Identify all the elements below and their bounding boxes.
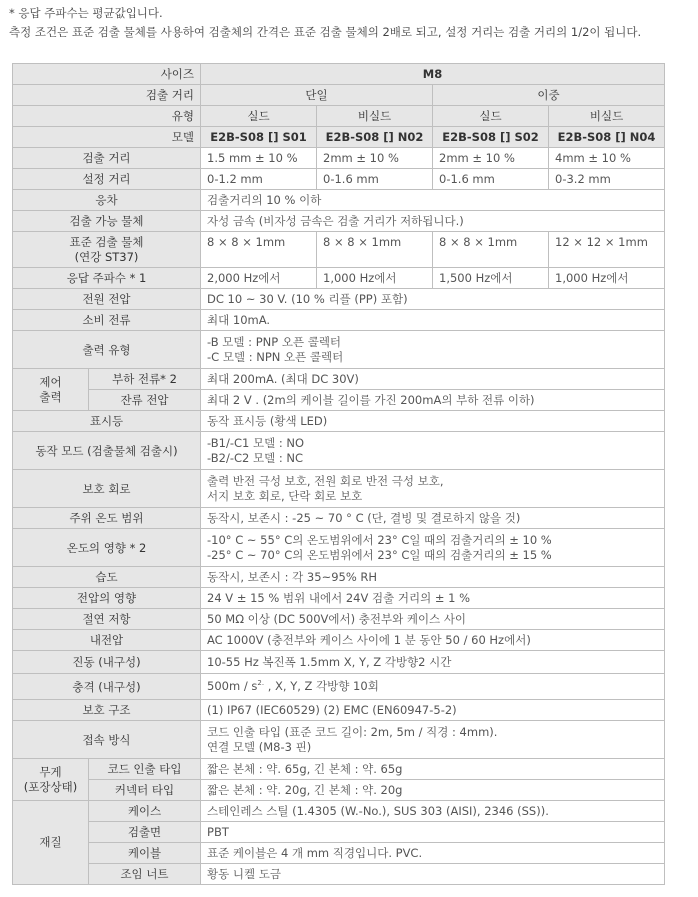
- shock-label: 충격 (내구성): [13, 674, 201, 700]
- standard-object-label-line2: (연강 ST37): [74, 249, 139, 264]
- dielectric-strength-value: AC 1000V (충전부와 케이스 사이에 1 분 동안 50 / 60 Hz에서): [201, 630, 665, 651]
- setting-distance-1: 0-1.2 mm: [201, 169, 317, 190]
- row-sensing-distance: [13, 148, 665, 169]
- type-unshielded-single: 비실드: [317, 106, 433, 127]
- residual-voltage-label: 잔류 전압: [89, 390, 201, 411]
- voltage-influence-label: 전압의 영향: [13, 588, 201, 609]
- material-sensing-face-label: 검출면: [89, 822, 201, 843]
- temperature-influence-line1: -10° C ~ 55° C의 온도범위에서 23° C일 때의 검출거리의 ± 10 %: [207, 532, 552, 547]
- row-detectable-object: [13, 211, 665, 232]
- insulation-resistance-value: 50 MΩ 이상 (DC 500V에서) 충전부와 케이스 사이: [201, 609, 665, 630]
- row-size: [13, 64, 665, 85]
- model-1: E2B-S08 [] S01: [201, 127, 317, 148]
- model-3: E2B-S08 [] S02: [433, 127, 549, 148]
- hysteresis-label: 응차: [13, 190, 201, 211]
- shock-value-post: , X, Y, Z 각방향 10회: [264, 679, 379, 693]
- current-consumption-label: 소비 전류: [13, 310, 201, 331]
- standard-object-2: 8 × 8 × 1mm: [317, 232, 433, 268]
- setting-distance-4: 0-3.2 mm: [549, 169, 665, 190]
- material-clamp-nut-label: 조임 너트: [89, 864, 201, 885]
- load-current-label: 부하 전류* 2: [89, 369, 201, 390]
- operation-mode-line2: -B2/-C2 모델 : NC: [207, 450, 304, 465]
- indicator-label: 표시등: [13, 411, 201, 432]
- row-vibration: [13, 651, 665, 674]
- range-single: 단일: [201, 85, 433, 106]
- row-protective-structure: [13, 700, 665, 721]
- output-type-label: 출력 유형: [13, 331, 201, 369]
- weight-label-line1: 무게: [39, 764, 62, 779]
- response-frequency-2: 1,000 Hz에서: [317, 268, 433, 289]
- row-material-case: [13, 801, 665, 822]
- ambient-temperature-label: 주위 온도 범위: [13, 508, 201, 529]
- temperature-influence-label: 온도의 영향 * 2: [13, 529, 201, 567]
- sensing-distance-3: 2mm ± 10 %: [433, 148, 549, 169]
- supply-voltage-value: DC 10 ~ 30 V. (10 % 리플 (PP) 포함): [201, 289, 665, 310]
- connection-line2: 연결 모델 (M8-3 핀): [207, 739, 312, 754]
- model-2: E2B-S08 [] N02: [317, 127, 433, 148]
- row-indicator: [13, 411, 665, 432]
- weight-cable-label: 코드 인출 타입: [89, 759, 201, 780]
- current-consumption-value: 최대 10mA.: [201, 310, 665, 331]
- notes: [9, 4, 641, 42]
- protective-structure-value: (1) IP67 (IEC60529) (2) EMC (EN60947-5-2): [201, 700, 665, 721]
- indicator-value: 동작 표시등 (황색 LED): [201, 411, 665, 432]
- response-frequency-label: 응답 주파수 * 1: [13, 268, 201, 289]
- row-weight-connector: [13, 780, 665, 801]
- row-temperature-influence: [13, 529, 665, 567]
- residual-voltage-value: 최대 2 V . (2m의 케이블 길이를 가진 200mA의 부하 전류 이하): [201, 390, 665, 411]
- row-protection-circuit: [13, 470, 665, 508]
- humidity-label: 습도: [13, 567, 201, 588]
- size-value: M8: [201, 64, 665, 85]
- row-dielectric-strength: [13, 630, 665, 651]
- setting-distance-label: 설정 거리: [13, 169, 201, 190]
- sensing-distance-2: 2mm ± 10 %: [317, 148, 433, 169]
- row-weight-cable: [13, 759, 665, 780]
- ambient-temperature-value: 동작시, 보존시 : -25 ~ 70 ° C (단, 결빙 및 결로하지 않을 것): [201, 508, 665, 529]
- weight-label: [13, 759, 89, 801]
- row-residual-voltage: [13, 390, 665, 411]
- row-output-type: [13, 331, 665, 369]
- control-output-label-line2: 출력: [39, 389, 62, 404]
- hysteresis-value: 검출거리의 10 % 이하: [201, 190, 665, 211]
- row-voltage-influence: [13, 588, 665, 609]
- voltage-influence-value: 24 V ± 15 % 범위 내에서 24V 검출 거리의 ± 1 %: [201, 588, 665, 609]
- weight-cable-value: 짧은 본체 : 약. 65g, 긴 본체 : 약. 65g: [201, 759, 665, 780]
- insulation-resistance-label: 절연 저항: [13, 609, 201, 630]
- humidity-value: 동작시, 보존시 : 각 35~95% RH: [201, 567, 665, 588]
- operation-mode-value: [201, 432, 665, 470]
- standard-object-3: 8 × 8 × 1mm: [433, 232, 549, 268]
- row-supply-voltage: [13, 289, 665, 310]
- row-response-frequency: [13, 268, 665, 289]
- row-current-consumption: [13, 310, 665, 331]
- response-frequency-3: 1,500 Hz에서: [433, 268, 549, 289]
- control-output-label: [13, 369, 89, 411]
- note-response-frequency: * 응답 주파수는 평균값입니다.: [9, 6, 163, 20]
- standard-object-1: 8 × 8 × 1mm: [201, 232, 317, 268]
- weight-connector-label: 커넥터 타입: [89, 780, 201, 801]
- standard-object-label-line1: 표준 검출 물체: [69, 234, 144, 249]
- type-shielded-double: 실드: [433, 106, 549, 127]
- temperature-influence-value: [201, 529, 665, 567]
- connection-line1: 코드 인출 타입 (표준 코드 길이: 2m, 5m / 직경 : 4mm).: [207, 724, 498, 739]
- supply-voltage-label: 전원 전압: [13, 289, 201, 310]
- material-case-value: 스테인레스 스틸 (1.4305 (W.-No.), SUS 303 (AISI), 2346 (SS)).: [201, 801, 665, 822]
- vibration-value: 10-55 Hz 복진폭 1.5mm X, Y, Z 각방향2 시간: [201, 651, 665, 674]
- output-type-value: [201, 331, 665, 369]
- type-label: 유형: [13, 106, 201, 127]
- detectable-object-label: 검출 가능 물체: [13, 211, 201, 232]
- row-connection: [13, 721, 665, 759]
- operation-mode-line1: -B1/-C1 모델 : NO: [207, 435, 305, 450]
- setting-distance-2: 0-1.6 mm: [317, 169, 433, 190]
- response-frequency-1: 2,000 Hz에서: [201, 268, 317, 289]
- protection-circuit-value: [201, 470, 665, 508]
- weight-label-line2: (포장상태): [23, 779, 78, 794]
- row-humidity: [13, 567, 665, 588]
- model-label: 모델: [13, 127, 201, 148]
- temperature-influence-line2: -25° C ~ 70° C의 온도범위에서 23° C일 때의 검출거리의 ± 15 %: [207, 547, 552, 562]
- range-header-label: 검출 거리: [13, 85, 201, 106]
- weight-connector-value: 짧은 본체 : 약. 20g, 긴 본체 : 약. 20g: [201, 780, 665, 801]
- setting-distance-3: 0-1.6 mm: [433, 169, 549, 190]
- standard-object-label: [13, 232, 201, 268]
- row-insulation-resistance: [13, 609, 665, 630]
- material-clamp-nut-value: 황동 니켈 도금: [201, 864, 665, 885]
- row-model: [13, 127, 665, 148]
- sensing-distance-4: 4mm ± 10 %: [549, 148, 665, 169]
- row-type: [13, 106, 665, 127]
- note-measurement-conditions: 측정 조건은 표준 검출 물체를 사용하여 검출체의 간격은 표준 검출 물체의 2배로 되고, 설정 거리는 검출 거리의 1/2이 됩니다.: [9, 25, 642, 39]
- row-range-header: [13, 85, 665, 106]
- row-ambient-temperature: [13, 508, 665, 529]
- material-label: 재질: [13, 801, 89, 885]
- row-material-cable: [13, 843, 665, 864]
- spec-table: [12, 63, 665, 885]
- material-cable-value: 표준 케이블은 4 개 mm 직경입니다. PVC.: [201, 843, 665, 864]
- shock-value: [201, 674, 665, 700]
- row-setting-distance: [13, 169, 665, 190]
- material-sensing-face-value: PBT: [201, 822, 665, 843]
- operation-mode-label: 동작 모드 (검출물체 검출시): [13, 432, 201, 470]
- material-case-label: 케이스: [89, 801, 201, 822]
- vibration-label: 진동 (내구성): [13, 651, 201, 674]
- control-output-label-line1: 제어: [39, 374, 62, 389]
- output-type-line2: -C 모델 : NPN 오픈 콜렉터: [207, 349, 344, 364]
- dielectric-strength-label: 내전압: [13, 630, 201, 651]
- row-standard-object: [13, 232, 665, 268]
- shock-value-sup: 2.: [257, 679, 265, 688]
- type-shielded-single: 실드: [201, 106, 317, 127]
- row-hysteresis: [13, 190, 665, 211]
- protection-circuit-line2: 서지 보호 회로, 단락 회로 보호: [207, 488, 363, 503]
- detectable-object-value: 자성 금속 (비자성 금속은 검출 거리가 저하됩니다.): [201, 211, 665, 232]
- response-frequency-4: 1,000 Hz에서: [549, 268, 665, 289]
- shock-value-pre: 500m / s: [207, 679, 258, 693]
- row-material-clamp-nut: [13, 864, 665, 885]
- row-load-current: [13, 369, 665, 390]
- connection-value: [201, 721, 665, 759]
- sensing-distance-1: 1.5 mm ± 10 %: [201, 148, 317, 169]
- row-material-sensing-face: [13, 822, 665, 843]
- connection-label: 접속 방식: [13, 721, 201, 759]
- material-cable-label: 케이블: [89, 843, 201, 864]
- output-type-line1: -B 모델 : PNP 오픈 콜렉터: [207, 334, 342, 349]
- sensing-distance-label: 검출 거리: [13, 148, 201, 169]
- size-label: 사이즈: [13, 64, 201, 85]
- range-double: 이중: [433, 85, 665, 106]
- standard-object-4: 12 × 12 × 1mm: [549, 232, 665, 268]
- load-current-value: 최대 200mA. (최대 DC 30V): [201, 369, 665, 390]
- protection-circuit-line1: 출력 반전 극성 보호, 전원 회로 반전 극성 보호,: [207, 473, 444, 488]
- type-unshielded-double: 비실드: [549, 106, 665, 127]
- row-operation-mode: [13, 432, 665, 470]
- model-4: E2B-S08 [] N04: [549, 127, 665, 148]
- row-shock: [13, 674, 665, 700]
- protective-structure-label: 보호 구조: [13, 700, 201, 721]
- protection-circuit-label: 보호 회로: [13, 470, 201, 508]
